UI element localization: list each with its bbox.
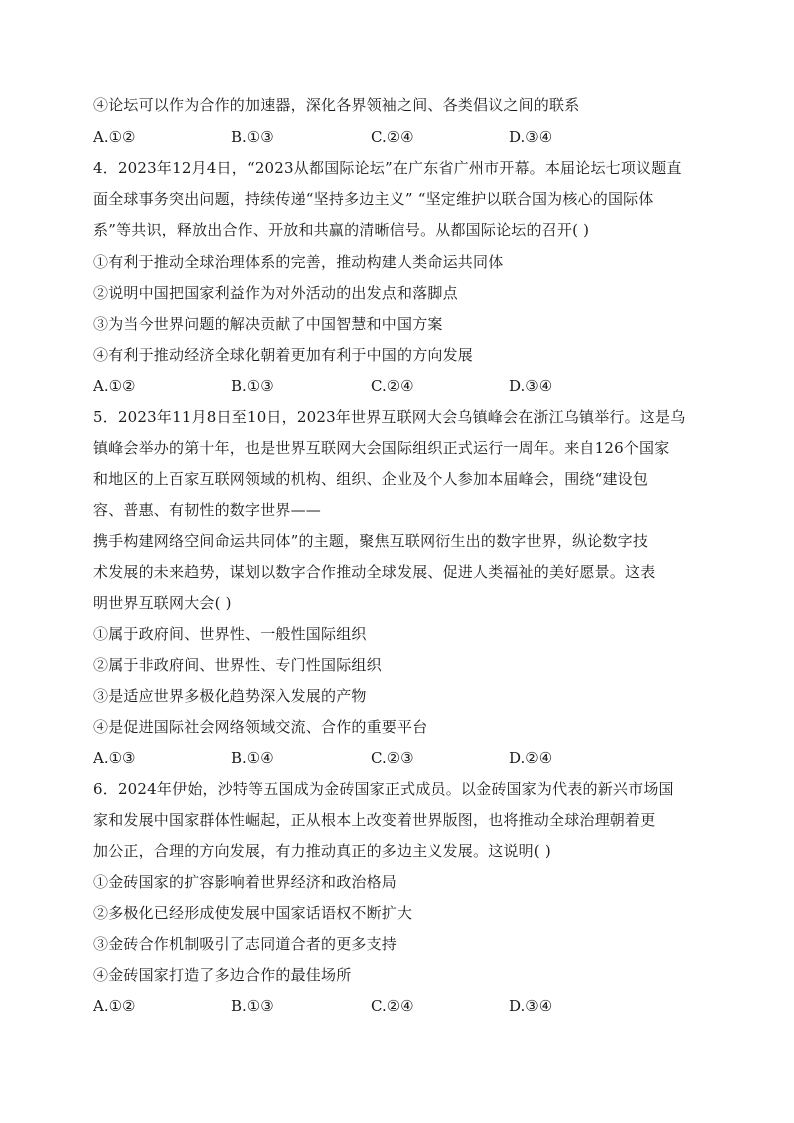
q4-item-3: ③为当今世界问题的解决贡献了中国智慧和中国方案 xyxy=(93,315,443,333)
q5-option-d[interactable]: D.②④ xyxy=(509,749,553,767)
q5-stem-line-3: 和地区的上百家互联网领域的机构、组织、企业及个人参加本届峰会，围绕“建设包 xyxy=(93,470,649,488)
q6-item-3: ③金砖合作机制吸引了志同道合者的更多支持 xyxy=(93,935,398,953)
q5-option-b[interactable]: B.①④ xyxy=(231,749,274,767)
q3-option-a[interactable]: A.①② xyxy=(93,128,136,146)
q5-stem-line-5: 携手构建网络空间命运共同体”的主题，聚焦互联网衍生出的数字世界，纵论数字技 xyxy=(93,532,649,550)
q3-option-c[interactable]: C.②④ xyxy=(371,128,414,146)
q6-option-c[interactable]: C.②④ xyxy=(371,997,414,1015)
q5-item-1: ①属于政府间、世界性、一般性国际组织 xyxy=(93,625,367,643)
q5-item-4: ④是促进国际社会网络领域交流、合作的重要平台 xyxy=(93,718,428,736)
q4-option-a[interactable]: A.①② xyxy=(93,377,136,395)
q4-stem-line-2: 面全球事务突出问题，持续传递“坚持多边主义” “坚定维护以联合国为核心的国际体 xyxy=(93,190,654,208)
q5-options xyxy=(93,748,693,768)
q4-stem-line-1: 4．2023年12月4日，“2023从都国际论坛”在广东省广州市开幕。本届论坛七项议题直 xyxy=(93,159,682,177)
q4-option-d[interactable]: D.③④ xyxy=(509,377,553,395)
q5-item-2: ②属于非政府间、世界性、专门性国际组织 xyxy=(93,656,382,674)
q6-stem-line-1: 6．2024年伊始，沙特等五国成为金砖国家正式成员。以金砖国家为代表的新兴市场国 xyxy=(93,780,674,798)
q4-options xyxy=(93,376,693,396)
q4-option-b[interactable]: B.①③ xyxy=(231,377,274,395)
q4-option-c[interactable]: C.②④ xyxy=(371,377,414,395)
q5-stem-line-1: 5．2023年11月8日至10日，2023年世界互联网大会乌镇峰会在浙江乌镇举行。这是乌 xyxy=(93,408,686,426)
q5-item-3: ③是适应世界多极化趋势深入发展的产物 xyxy=(93,687,367,705)
q3-item-4: ④论坛可以作为合作的加速器，深化各界领袖之间、各类倡议之间的联系 xyxy=(93,96,580,114)
q6-item-2: ②多极化已经形成使发展中国家话语权不断扩大 xyxy=(93,904,413,922)
q6-options xyxy=(93,996,693,1016)
q4-item-1: ①有利于推动全球治理体系的完善，推动构建人类命运共同体 xyxy=(93,253,504,271)
q4-item-4: ④有利于推动经济全球化朝着更加有利于中国的方向发展 xyxy=(93,346,474,364)
q6-option-d[interactable]: D.③④ xyxy=(509,997,553,1015)
q4-stem-line-3: 系”等共识，释放出合作、开放和共赢的清晰信号。从都国际论坛的召开( ) xyxy=(93,221,590,239)
q6-item-1: ①金砖国家的扩容影响着世界经济和政治格局 xyxy=(93,873,398,891)
q4-item-2: ②说明中国把国家利益作为对外活动的出发点和落脚点 xyxy=(93,284,458,302)
q5-stem-line-2: 镇峰会举办的第十年，也是世界互联网大会国际组织正式运行一周年。来自126个国家 xyxy=(93,439,670,457)
q5-option-c[interactable]: C.②③ xyxy=(371,749,414,767)
q6-option-a[interactable]: A.①② xyxy=(93,997,136,1015)
q5-stem-line-4: 容、普惠、有韧性的数字世界—— xyxy=(93,501,322,519)
q3-options xyxy=(93,127,693,147)
q6-item-4: ④金砖国家打造了多边合作的最佳场所 xyxy=(93,966,352,984)
q6-stem-line-3: 加公正，合理的方向发展，有力推动真正的多边主义发展。这说明( ) xyxy=(93,842,551,860)
q6-stem-line-2: 家和发展中国家群体性崛起，正从根本上改变着世界版图，也将推动全球治理朝着更 xyxy=(93,811,656,829)
q3-option-d[interactable]: D.③④ xyxy=(509,128,553,146)
q5-stem-line-7: 明世界互联网大会( ) xyxy=(93,594,232,612)
q6-option-b[interactable]: B.①③ xyxy=(231,997,274,1015)
q5-option-a[interactable]: A.①③ xyxy=(93,749,136,767)
q3-option-b[interactable]: B.①③ xyxy=(231,128,274,146)
q5-stem-line-6: 术发展的未来趋势，谋划以数字合作推动全球发展、促进人类福祉的美好愿景。这表 xyxy=(93,563,656,581)
